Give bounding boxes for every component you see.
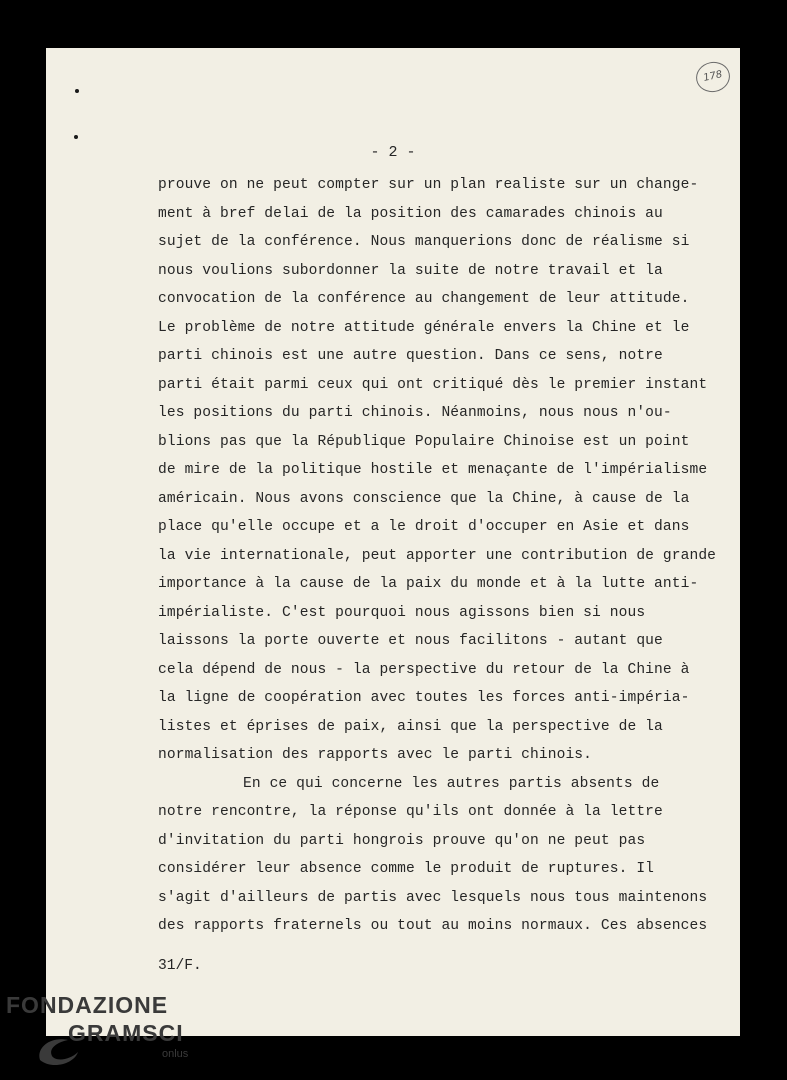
text-line: notre rencontre, la réponse qu'ils ont donnée à la lettre	[158, 804, 663, 820]
text-line: les positions du parti chinois. Néanmoins, nous nous n'ou-	[158, 405, 672, 421]
page-number: - 2 -	[370, 144, 416, 161]
text-line: parti était parmi ceux qui ont critiqué dès le premier instant	[158, 376, 708, 393]
text-line: Le problème de notre attitude générale envers la Chine et le	[158, 319, 690, 336]
text-line: place qu'elle occupe et a le droit d'occuper en Asie et dans	[158, 519, 690, 535]
text-line: cela dépend de nous - la perspective du retour de la Chine à	[158, 661, 690, 678]
ink-dot	[75, 89, 79, 93]
text-line: parti chinois est une autre question. Dans ce sens, notre	[158, 348, 663, 364]
watermark-suffix: onlus	[162, 1048, 189, 1060]
text-line: normalisation des rapports avec le parti chinois.	[158, 747, 593, 763]
text-line: américain. Nous avons conscience que la Chine, à cause de la	[158, 490, 690, 507]
ink-dot	[74, 135, 78, 139]
text-line: sujet de la conférence. Nous manquerions donc de réalisme si	[158, 234, 690, 250]
text-line: des rapports fraternels ou tout au moins normaux. Ces absences	[158, 918, 708, 934]
text-line: la vie internationale, peut apporter une contribution de grande	[158, 547, 717, 564]
text-line: de mire de la politique hostile et menaçante de l'impérialisme	[158, 462, 708, 478]
text-line: importance à la cause de la paix du monde et à la lutte anti-	[158, 576, 699, 592]
watermark-logo	[6, 992, 206, 1072]
body-text	[158, 171, 718, 941]
text-line: listes et éprises de paix, ainsi que la perspective de la	[158, 718, 663, 735]
text-line: laissons la porte ouverte et nous facilitons - autant que	[158, 633, 663, 649]
archive-number-stamp: 178	[693, 59, 732, 95]
text-line: considérer leur absence comme le produit de ruptures. Il	[158, 861, 655, 877]
text-line: s'agit d'ailleurs de partis avec lesquels nous tous maintenons	[158, 889, 708, 906]
text-line: ment à bref delai de la position des camarades chinois au	[158, 205, 663, 222]
watermark-line1: FONDAZIONE	[6, 992, 169, 1018]
text-line: prouve on ne peut compter sur un plan realiste sur un change-	[158, 177, 699, 193]
text-line: impérialiste. C'est pourquoi nous agissons bien si nous	[158, 604, 646, 621]
paragraph-start-line: En ce qui concerne les autres partis absents de	[243, 775, 660, 792]
text-line: blions pas que la République Populaire Chinoise est un point	[158, 433, 690, 450]
text-line: convocation de la conférence au changement de leur attitude.	[158, 291, 690, 307]
footer-reference: 31/F.	[158, 958, 202, 974]
watermark-line2: GRAMSCI	[68, 1020, 184, 1046]
text-line: d'invitation du parti hongrois prouve qu'on ne peut pas	[158, 832, 646, 849]
text-line: nous voulions subordonner la suite de notre travail et la	[158, 262, 663, 279]
text-line: la ligne de coopération avec toutes les forces anti-impéria-	[158, 690, 690, 706]
document-page	[46, 48, 740, 1036]
